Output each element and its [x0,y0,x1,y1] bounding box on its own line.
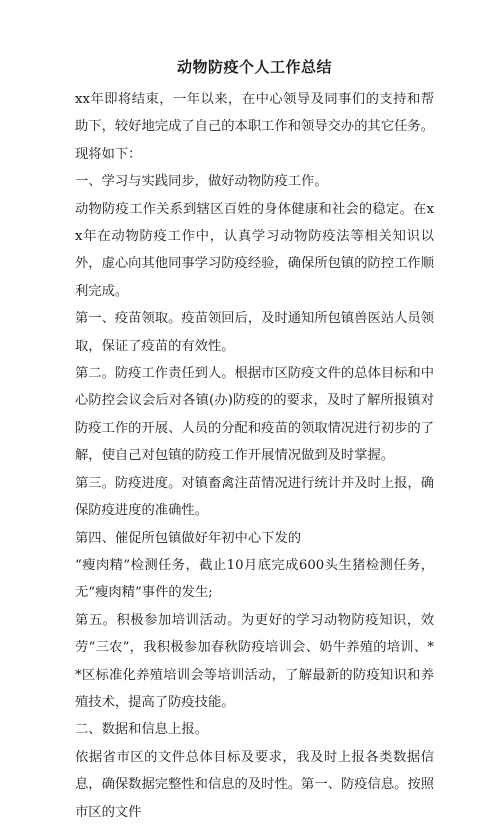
paragraph-item-4: 第四、催促所包镇做好年初中心下发的 [75,530,302,546]
document-title: 动物防疫个人工作总结 [176,58,332,76]
paragraph-section-2-body: 依据省市区的文件总体目标及要求，我及时上报各类数据信息，确保数据完整性和信息的及时性。第一、防疫信息。按照市区的文件 [75,749,435,820]
paragraph-section-1-body: 动物防疫工作关系到辖区百姓的身体健康和社会的稳定。在xx年在动物防疫工作中，认真学习动物防疫法等相关知识以外，虚心向其他同事学习防疫经验，确保所包镇的防控工作顺利完成。 [75,201,435,299]
document-body [75,86,434,826]
paragraph-item-2: 第二。防疫工作责任到人。根据市区防疫文件的总体目标和中心防控会议会后对各镇(办)防疫的的要求，及时了解所报镇对防疫工作的开展、人员的分配和疫苗的领取情况进行初步的了解，使自己对包镇的防疫工作开展情况做到及时掌握。 [75,366,435,464]
paragraph-item-4-continued: “瘦肉精”检测任务，截止10月底完成600头生猪检测任务，无“瘦肉精”事件的发生; [75,557,434,601]
paragraph-item-3: 第三。防疫进度。对镇畜禽注苗情况进行统计并及时上报，确保防疫进度的准确性。 [75,475,435,519]
paragraph-section-1-heading: 一、学习与实践同步，做好动物防疫工作。 [75,174,328,190]
paragraph-section-2-heading: 二、数据和信息上报。 [75,722,208,738]
paragraph-item-5: 第五。积极参加培训活动。为更好的学习动物防疫知识，效劳“三农”，我积极参加春秋防疫培训会、奶牛养殖的培训、**区标准化养殖培训会等培训活动，了解最新的防疫知识和养殖技术，提高了防疫技能。 [75,612,434,710]
paragraph-intro: xx年即将结束，一年以来，在中心领导及同事们的支持和帮助下，较好地完成了自己的本职工作和领导交办的其它任务。现将如下： [75,92,435,162]
paragraph-item-1: 第一、疫苗领取。疫苗领回后，及时通知所包镇兽医站人员领取，保证了疫苗的有效性。 [75,311,435,354]
